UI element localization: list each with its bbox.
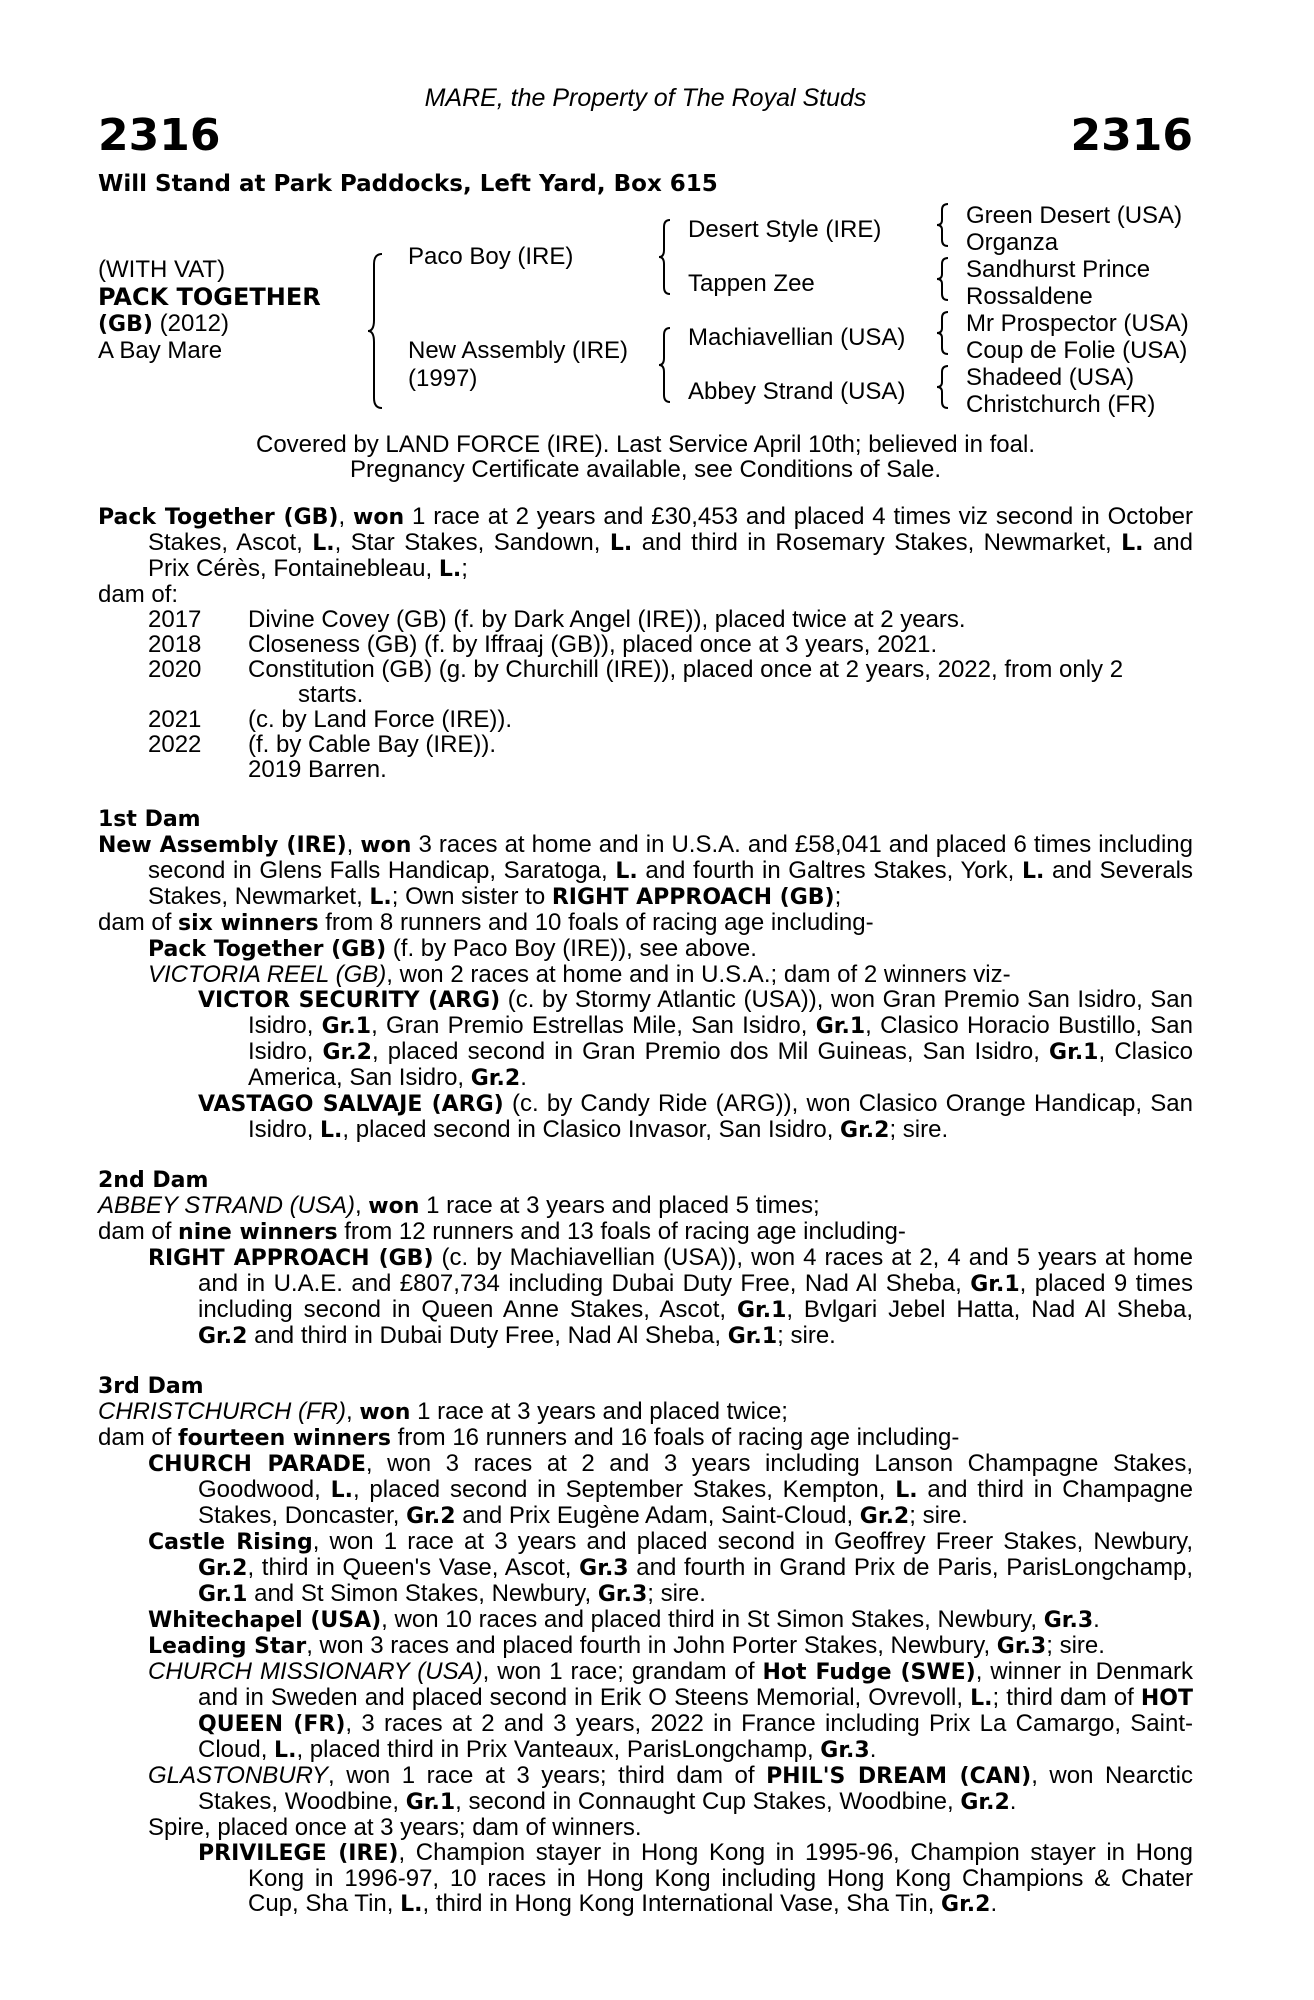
mare-record: Pack Together (GB), won 1 race at 2 years and £30,453 and placed 4 times viz second in October Stakes, Ascot, L., Star Stakes, Sandown, L. and third in Rosemary Stakes, Newmarket, L. and Prix Cérès, Fontainebleau, L.; — [98, 503, 1194, 582]
first-dam-record: New Assembly (IRE), won 3 races at home and in U.S.A. and £58,041 and placed 6 times including second in Glens Falls Handicap, Saratoga, L. and fourth in Galtres Stakes, York, L. and Severals Stakes, Newmarket, L.; Own sister to RIGHT APPROACH (GB); — [98, 831, 1194, 910]
produce-row: 2017 Divine Covey (GB) (f. by Dark Angel (IRE)), placed twice at 2 years. — [148, 606, 966, 633]
progeny-entry: RIGHT APPROACH (GB) (c. by Machiavellian (USA)), won 4 races at 2, 4 and 5 years at home and in U.A.E. and £807,734 including Dubai Duty Free, Nad Al Sheba, Gr.1, placed 9 times including second in Queen Anne Stakes, Ascot, Gr.1, Bvlgari Jebel Hatta, Nad Al Sheba, Gr.2 and third in Dubai Duty Free, Nad Al Sheba, Gr.1; sire. — [148, 1244, 1194, 1349]
page-header: MARE, the Property of The Royal Studs — [424, 84, 867, 112]
pedigree-brace-ds — [936, 310, 950, 356]
horse-country: (GB) — [98, 312, 153, 337]
vat-note: (WITH VAT) — [98, 256, 226, 283]
pedigree-dam-dam: Abbey Strand (USA) — [688, 378, 906, 405]
progeny-entry: VICTOR SECURITY (ARG) (c. by Stormy Atlantic (USA)), won Gran Premio San Isidro, San Isidro, Gr.1, Gran Premio Estrellas Mile, San Isidro, Gr.1, Clasico Horacio Bustillo, San Isidro, Gr.2, placed second in Gran Premio dos Mil Guineas, San Isidro, Gr.1, Clasico America, San Isidro, Gr.2. — [198, 986, 1194, 1091]
covered-line-1: Covered by LAND FORCE (IRE). Last Service April 10th; believed in foal. — [256, 431, 1035, 458]
pedigree-dss: Mr Prospector (USA) — [966, 310, 1189, 337]
progeny-entry: Pack Together (GB) (f. by Paco Boy (IRE)), see above. — [148, 935, 757, 962]
produce-row: 2018 Closeness (GB) (f. by Iffraaj (GB)), placed once at 3 years, 2021. — [148, 631, 938, 658]
pedigree-sire-sire: Desert Style (IRE) — [688, 216, 882, 243]
pedigree-dam-sire: Machiavellian (USA) — [688, 324, 906, 351]
lot-number-right: 2316 — [1070, 110, 1193, 161]
first-dam-summary: dam of six winners from 8 runners and 10 foals of racing age including- — [98, 909, 874, 936]
horse-year: (2012) — [152, 310, 229, 337]
pedigree-sss: Green Desert (USA) — [966, 202, 1183, 229]
second-dam-record: ABBEY STRAND (USA), won 1 race at 3 years and placed 5 times; — [98, 1192, 820, 1219]
produce-row: 2020 Constitution (GB) (g. by Churchill (IRE)), placed once at 2 years, 2022, from only 2 starts. — [148, 656, 1124, 708]
pedigree-sdd: Rossaldene — [966, 283, 1093, 310]
pedigree-dam-year: (1997) — [408, 365, 478, 392]
pedigree-ssd: Organza — [966, 229, 1059, 256]
pedigree-brace-ss — [936, 202, 950, 248]
dam-of-label: dam of: — [98, 581, 179, 608]
progeny-entry: CHURCH PARADE, won 3 races at 2 and 3 years including Lanson Champagne Stakes, Goodwood, L., placed second in September Stakes, Kempton, L. and third in Champagne Stakes, Doncaster, Gr.2 and Prix Eugène Adam, Saint-Cloud, Gr.2; sire. — [148, 1450, 1193, 1529]
pedigree-dsd: Coup de Folie (USA) — [966, 337, 1188, 364]
pedigree-sire: Paco Boy (IRE) — [408, 243, 574, 270]
produce-row: 2019 Barren. — [248, 756, 387, 783]
progeny-entry: GLASTONBURY, won 1 race at 3 years; third dam of PHIL'S DREAM (CAN), won Nearctic Stakes, Woodbine, Gr.1, second in Connaught Cup Stakes, Woodbine, Gr.2. — [148, 1762, 1193, 1815]
pedigree-brace-main — [366, 252, 386, 410]
produce-row: 2022 (f. by Cable Bay (IRE)). — [148, 731, 497, 758]
pedigree-dam: New Assembly (IRE) — [408, 337, 629, 364]
progeny-entry: PRIVILEGE (IRE), Champion stayer in Hong Kong in 1995-96, Champion stayer in Hong Kong in 1996-97, 10 races in Hong Kong including Hong Kong Champions & Chater Cup, Sha Tin, L., third in Hong Kong International Vase, Sha Tin, Gr.2. — [198, 1839, 1193, 1917]
section-heading-1st-dam: 1st Dam — [98, 807, 201, 832]
produce-row: 2021 (c. by Land Force (IRE)). — [148, 706, 513, 733]
stand-location: Will Stand at Park Paddocks, Left Yard, Box 615 — [98, 171, 718, 197]
horse-description: A Bay Mare — [98, 337, 223, 364]
progeny-entry: VICTORIA REEL (GB), won 2 races at home and in U.S.A.; dam of 2 winners viz- — [148, 961, 1011, 988]
pedigree-sds: Sandhurst Prince — [966, 256, 1151, 283]
pedigree-ddd: Christchurch (FR) — [966, 391, 1156, 418]
pedigree-brace-dd — [936, 364, 950, 410]
section-heading-3rd-dam: 3rd Dam — [98, 1374, 204, 1399]
progeny-entry: Leading Star, won 3 races and placed fourth in John Porter Stakes, Newbury, Gr.3; sire. — [148, 1632, 1105, 1659]
section-heading-2nd-dam: 2nd Dam — [98, 1168, 209, 1193]
progeny-entry: Whitechapel (USA), won 10 races and placed third in St Simon Stakes, Newbury, Gr.3. — [148, 1606, 1100, 1633]
pedigree-sire-dam: Tappen Zee — [688, 270, 815, 297]
third-dam-record: CHRISTCHURCH (FR), won 1 race at 3 years and placed twice; — [98, 1398, 788, 1425]
third-dam-summary: dam of fourteen winners from 16 runners and 16 foals of racing age including- — [98, 1424, 960, 1451]
pedigree-brace-sire — [658, 218, 672, 296]
progeny-entry: VASTAGO SALVAJE (ARG) (c. by Candy Ride (ARG)), won Clasico Orange Handicap, San Isidro, L., placed second in Clasico Invasor, San Isidro, Gr.2; sire. — [198, 1090, 1193, 1143]
catalogue-body — [98, 504, 1193, 1917]
produce-list — [98, 607, 1193, 782]
pedigree-brace-dam — [658, 326, 672, 404]
pedigree-dds: Shadeed (USA) — [966, 364, 1135, 391]
horse-name: PACK TOGETHER — [98, 283, 321, 311]
progeny-entry: Spire, placed once at 3 years; dam of winners. — [148, 1814, 642, 1841]
pedigree-brace-sd — [936, 256, 950, 302]
covered-note — [98, 432, 1193, 482]
second-dam-summary: dam of nine winners from 12 runners and 13 foals of racing age including- — [98, 1218, 906, 1245]
progeny-entry: Castle Rising, won 1 race at 3 years and placed second in Geoffrey Freer Stakes, Newbury, Gr.2, third in Queen's Vase, Ascot, Gr.3 and fourth in Grand Prix de Paris, ParisLongchamp, Gr.1 and St Simon Stakes, Newbury, Gr.3; sire. — [148, 1528, 1194, 1607]
horse-country-year — [98, 311, 229, 338]
lot-number-left: 2316 — [98, 110, 221, 161]
progeny-entry: CHURCH MISSIONARY (USA), won 1 race; grandam of Hot Fudge (SWE), winner in Denmark and in Sweden and placed second in Erik O Steens Memorial, Ovrevoll, L.; third dam of HOT QUEEN (FR), 3 races at 2 and 3 years, 2022 in France including Prix La Camargo, Saint-Cloud, L., placed third in Prix Vanteaux, ParisLongchamp, Gr.3. — [148, 1658, 1193, 1763]
covered-line-2: Pregnancy Certificate available, see Conditions of Sale. — [350, 456, 941, 483]
